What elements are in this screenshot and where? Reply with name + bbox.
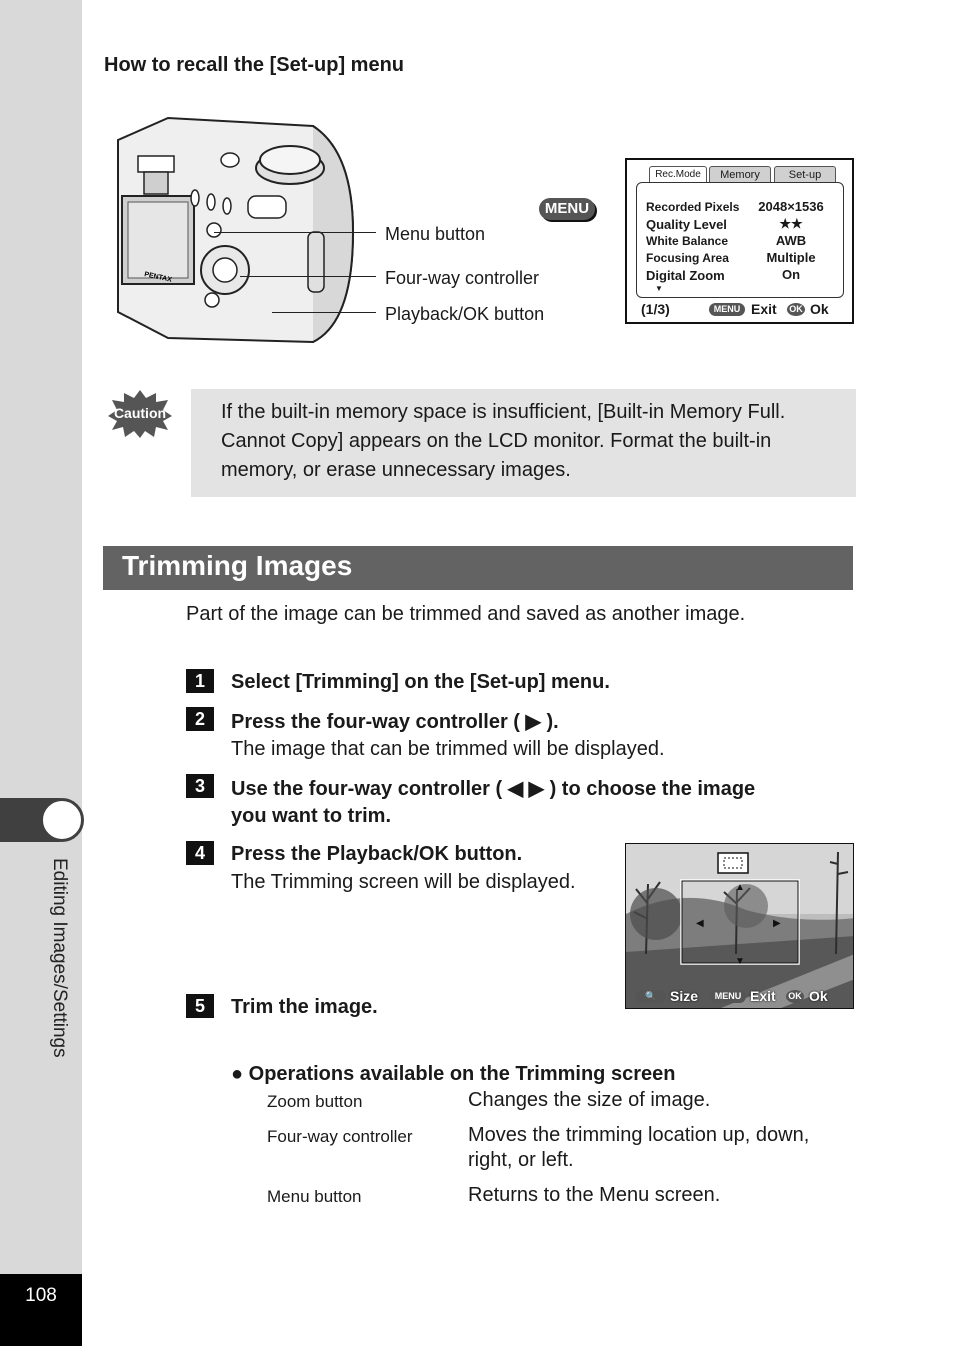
sidebar [0,0,82,1346]
leader-line-menu [214,232,376,233]
ok-label: Ok [809,988,828,1004]
setup-menu-screen [625,158,854,324]
step-number: 3 [186,774,214,798]
step-title: Select [Trimming] on the [Set-up] menu. [231,671,610,693]
page-number: 108 [25,1285,57,1306]
step-title: Press the Playback/OK button. [231,843,523,865]
exit-label: Exit [751,301,777,317]
operation-description: Returns to the Menu screen. [468,1184,721,1206]
ok-pill-icon: OK [787,303,805,316]
menu-row-value: AWB [775,233,807,248]
menu-row-label: White Balance [646,234,729,248]
step-number: 5 [186,994,214,1018]
step-description: The Trimming screen will be displayed. [231,871,576,893]
section-intro: Part of the image can be trimmed and saved as another image. [186,603,746,625]
trimming-screen [625,843,854,1009]
arrow-up-icon: ▲ [735,882,745,893]
menu-row-label: Quality Level [646,217,727,232]
step-title: Press the four-way controller ( ▶ ). [231,711,559,733]
scroll-down-icon: ▼ [655,284,663,293]
step-title: Use the four-way controller ( ◀ ▶ ) to choose the image [231,778,756,800]
menu-row-value: Multiple [766,250,816,265]
step-title-continued: you want to trim. [231,805,391,827]
step-title: Trim the image. [231,996,378,1018]
operation-name: Four-way controller [267,1127,413,1146]
menu-row-value: 2048×1536 [758,199,824,214]
size-label: Size [670,988,699,1004]
tab-memory: Memory [709,166,771,182]
page-indicator: (1/3) [641,301,670,317]
caution-icon-label: Caution [113,405,167,421]
menu-row-value: On [781,267,801,282]
step-description: The image that can be trimmed will be displayed. [231,738,665,760]
zoom-pill-icon: 🔍 [636,990,666,1003]
caution-text: If the built-in memory space is insufficient, [Built-in Memory Full. Cannot Copy] appears on the LCD monitor. Format the built-in memory, or erase unnecessary images. [221,401,786,481]
camera-brand-logo: PENTAX [143,271,173,284]
section-title: Trimming Images [122,550,353,581]
operations-heading: ● Operations available on the Trimming screen [231,1063,676,1085]
menu-row-label: Focusing Area [646,251,729,265]
recall-heading: How to recall the [Set-up] menu [104,54,405,76]
operation-description: Moves the trimming location up, down, right, or left. [468,1124,810,1171]
tab-rec-mode: Rec.Mode [649,166,707,182]
leader-line-playback [272,312,376,313]
sidebar-section-text: Editing Images/Settings [49,858,70,1058]
trimming-preview-image [626,844,854,1009]
leader-line-fourway [240,276,376,277]
ok-pill-icon: OK [786,990,804,1003]
ok-label: Ok [810,301,829,317]
menu-row-label: Recorded Pixels [646,200,740,214]
step-number: 1 [186,669,214,693]
label-playback-ok-button: Playback/OK button [385,304,545,324]
exit-label: Exit [750,988,776,1004]
menu-row-label: Digital Zoom [646,268,725,283]
operation-name: Menu button [267,1187,362,1206]
operation-name: Zoom button [267,1092,363,1111]
tab-setup: Set-up [774,166,836,182]
caution-icon [108,390,172,438]
menu-pill-icon: MENU [710,990,746,1003]
arrow-left-icon: ◀ [696,918,704,929]
label-four-way-controller: Four-way controller [385,268,540,288]
step-number: 4 [186,841,214,865]
section-tab-marker [40,798,84,842]
label-menu-button: Menu button [385,224,486,244]
sidebar-section-label [30,858,70,1098]
menu-pill-icon: MENU [709,303,745,316]
arrow-down-icon: ▼ [735,956,745,967]
menu-row-value: ★★ [779,216,803,231]
operation-description: Changes the size of image. [468,1089,711,1111]
step-number: 2 [186,707,214,731]
menu-key-icon: MENU [539,198,595,220]
arrow-right-icon: ▶ [773,918,781,929]
